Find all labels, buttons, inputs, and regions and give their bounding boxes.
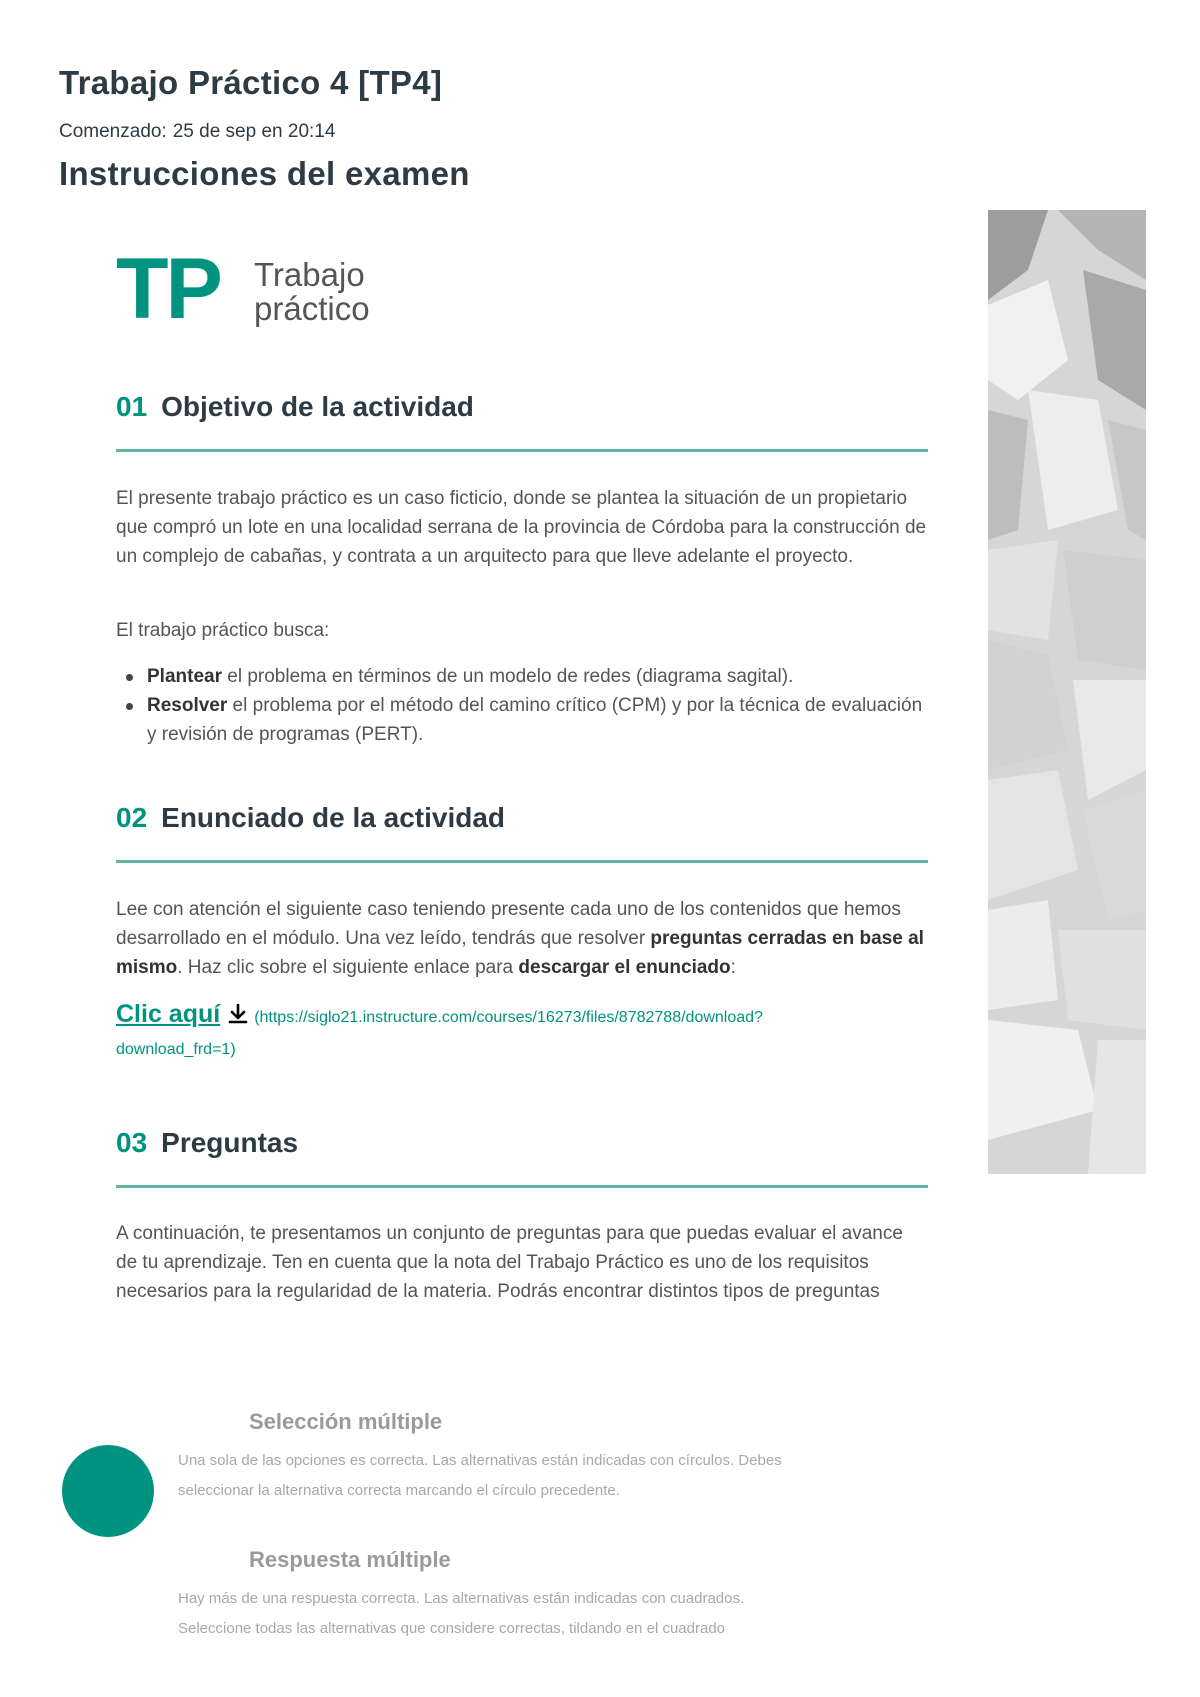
question-type-description (178, 1446, 878, 1506)
instructions-title: Instrucciones del examen (59, 155, 470, 192)
question-type-description (178, 1584, 878, 1644)
section-01-intro: El trabajo práctico busca: (116, 620, 330, 641)
section-01-divider (116, 449, 928, 452)
section-03-divider (116, 1185, 928, 1188)
section-02-text: : (730, 957, 736, 978)
section-02-text: . Haz clic sobre el siguiente enlace para (177, 957, 519, 978)
objective-item-text: el problema en términos de un modelo de redes (diagrama sagital). (221, 666, 794, 687)
page-title: Trabajo Práctico 4 [TP4] (59, 64, 443, 101)
started-value: 25 de sep en 20:14 (172, 121, 336, 142)
objective-item-bold: Resolver (147, 695, 228, 716)
download-icon[interactable] (226, 1002, 250, 1026)
tp-logo-word-1: Trabajo (254, 256, 365, 293)
section-02-title: Enunciado de la actividad (161, 802, 506, 833)
tp-logo-mark: TP (116, 241, 220, 337)
section-02-bold: preguntas cerradas en base al mismo (116, 928, 924, 978)
section-02-divider (116, 860, 928, 863)
question-type-desc-line: Una sola de las opciones es correcta. Las alternativas están indicadas con círculos. Debes (178, 1452, 782, 1469)
objective-item-text: el problema por el método del camino crítico (CPM) y por la técnica de evaluación y revisión de programas (PERT). (147, 695, 923, 745)
selection-circle-graphic (62, 1445, 154, 1537)
started-timestamp (59, 121, 335, 143)
download-url[interactable]: (https://siglo21.instructure.com/courses/16273/files/8782788/download? (254, 1009, 763, 1026)
section-01-title: Objetivo de la actividad (161, 391, 474, 422)
objective-item (116, 662, 928, 691)
section-02-number: 02 (116, 802, 148, 833)
objective-item-bold: Plantear (147, 666, 222, 687)
question-type-desc-line: seleccionar la alternativa correcta marcando el círculo precedente. (178, 1482, 620, 1499)
section-02-text: Lee con atención el siguiente caso teniendo presente cada uno de los contenidos que hemos desarrollado en el módulo. Una vez leído, tendrás que resolver (116, 899, 901, 949)
tp-logo (116, 241, 406, 342)
geometric-pattern-graphic (988, 210, 1146, 1174)
objectives-list (116, 662, 928, 749)
started-label: Comenzado: (59, 121, 167, 142)
tp-logo-word-2: práctico (254, 290, 370, 327)
section-02-paragraph (116, 895, 928, 982)
section-01-heading (116, 391, 928, 423)
section-01-paragraph: El presente trabajo práctico es un caso ficticio, donde se plantea la situación de un propietario que compró un lote en una localidad serrana de la provincia de Córdoba para la construcción de un complejo de cabañas, y contrata a un arquitecto para que lleve adelante el proyecto. (116, 488, 927, 567)
download-link-line (116, 1000, 928, 1029)
section-03-title: Preguntas (161, 1127, 299, 1158)
download-url-continued[interactable]: download_frd=1) (116, 1041, 236, 1058)
section-03-heading (116, 1127, 928, 1159)
decorative-side-image (988, 210, 1146, 1174)
question-type-desc-line: Seleccione todas las alternativas que considere correctas, tildando en el cuadrado (178, 1620, 726, 1637)
download-link[interactable]: Clic aquí (116, 1000, 221, 1028)
section-03-paragraph: A continuación, te presentamos un conjunto de preguntas para que puedas evaluar el avance de tu aprendizaje. Ten en cuenta que la nota del Trabajo Práctico es uno de los requisitos necesarios para la regularidad de la materia. Podrás encontrar distintos tipos de preguntas (116, 1223, 903, 1302)
question-type-desc-line: Hay más de una respuesta correcta. Las alternativas están indicadas con cuadrados. (178, 1590, 745, 1607)
section-01-number: 01 (116, 391, 148, 422)
section-02-heading (116, 802, 928, 834)
section-03-number: 03 (116, 1127, 148, 1158)
question-type-title: Respuesta múltiple (249, 1547, 451, 1572)
section-02-bold: descargar el enunciado (518, 957, 731, 978)
question-type-title: Selección múltiple (249, 1409, 443, 1434)
objective-item (116, 691, 928, 749)
